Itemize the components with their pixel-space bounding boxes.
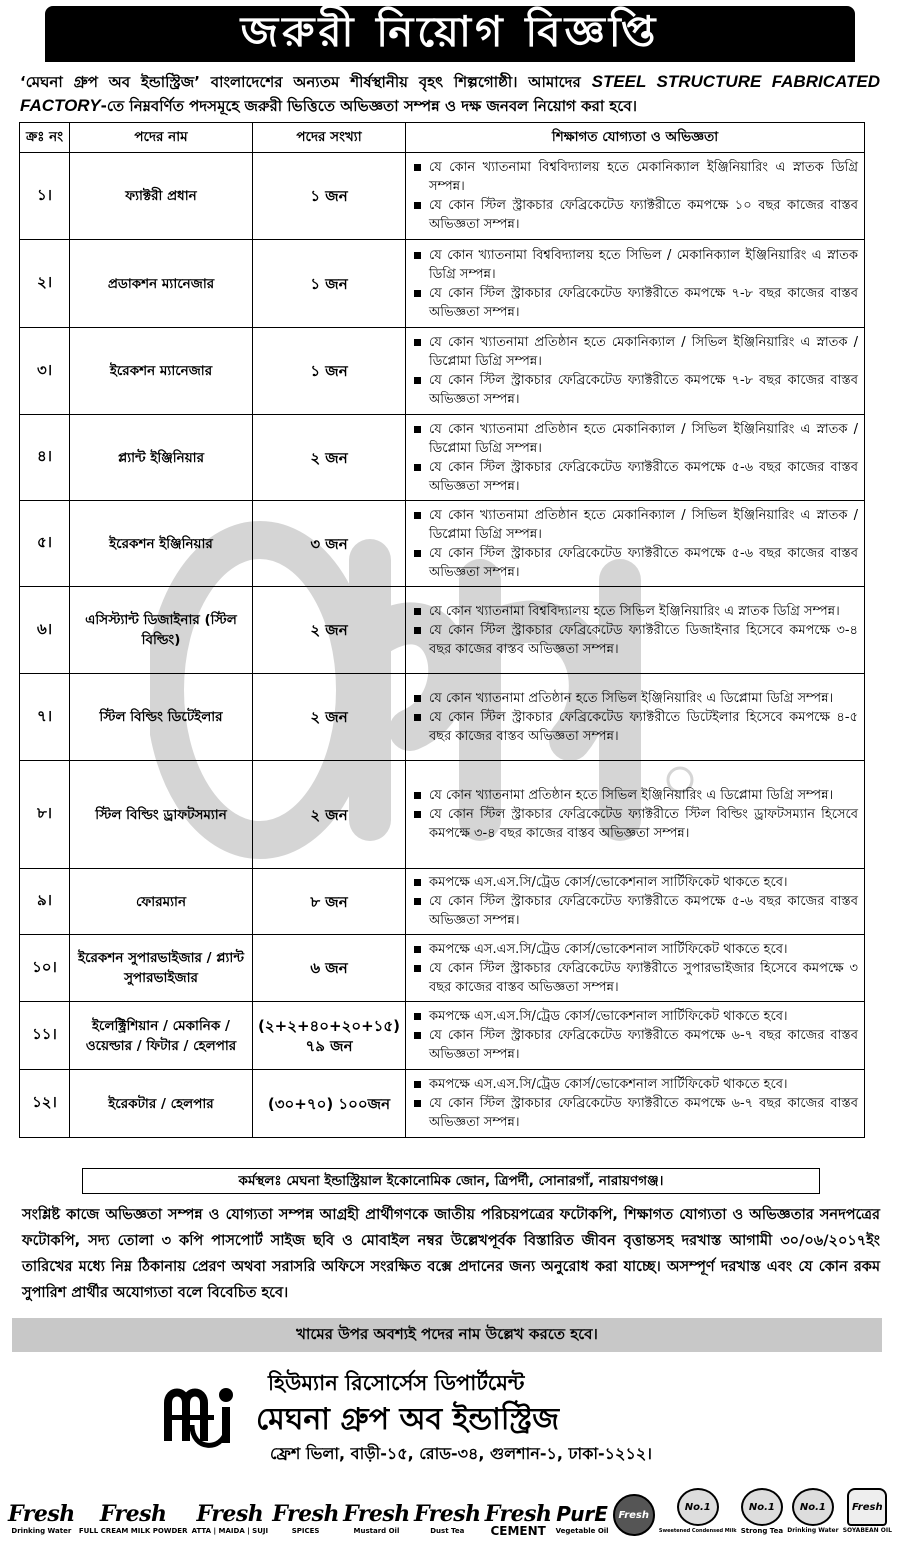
- requirement-education: যে কোন খ্যাতনামা বিশ্ববিদ্যালয় হতে সিভিল ইঞ্জিনিয়ারিং এ স্নাতক ডিগ্রি সম্পন্ন।: [429, 603, 840, 619]
- row-serial: ৫।: [20, 501, 70, 587]
- row-count: ১ জন: [253, 153, 406, 240]
- bullet-icon: [414, 164, 421, 171]
- brand-name: Fresh: [99, 1501, 167, 1527]
- row-requirements: [406, 761, 865, 869]
- bullet-icon: [414, 898, 421, 905]
- row-post: ইরেকশন ইঞ্জিনিয়ার: [70, 501, 253, 587]
- requirement-experience: যে কোন স্টিল স্ট্রাকচার ফেব্রিকেটেড ফ্যাক্টরীতে ডিটেইলার হিসেবে কমপক্ষে ৪-৫ বছর কাজের বাস্তব অভিজ্ঞতা সম্পন্ন।: [429, 709, 858, 744]
- row-post: স্টিল বিল্ডিং ডিটেইলার: [70, 674, 253, 761]
- bullet-icon: [414, 695, 421, 702]
- row-serial: ৮।: [20, 761, 70, 869]
- brand-logo-strip: [8, 1484, 892, 1536]
- row-serial: ২।: [20, 240, 70, 328]
- row-count: ২ জন: [253, 415, 406, 501]
- header-post: পদের নাম: [70, 123, 253, 153]
- bullet-icon: [414, 792, 421, 799]
- brand-name: Fresh: [852, 1501, 883, 1513]
- table-row: [20, 153, 865, 240]
- row-requirements: [406, 674, 865, 761]
- requirement-education: যে কোন খ্যাতনামা বিশ্ববিদ্যালয় হতে মেকানিক্যাল ইঞ্জিনিয়ারিং এ স্নাতক ডিগ্রি সম্পন্ন।: [429, 160, 858, 194]
- brand-product: Drinking Water: [11, 1527, 72, 1535]
- brand-logo: [843, 1488, 892, 1536]
- header-serial: ক্রঃ নং: [20, 123, 70, 153]
- brand-name: Fresh: [8, 1501, 75, 1527]
- bullet-icon: [414, 252, 421, 259]
- row-serial: ১১।: [20, 1002, 70, 1070]
- table-row: [20, 587, 865, 674]
- brand-name: Fresh: [343, 1501, 410, 1527]
- row-post: স্টিল বিল্ডিং ড্রাফটসম্যান: [70, 761, 253, 869]
- requirement-education: যে কোন খ্যাতনামা প্রতিষ্ঠান হতে সিভিল ইঞ্জিনিয়ারিং এ ডিপ্লোমা ডিগ্রি সম্পন্ন।: [429, 788, 834, 803]
- brand-logo: [485, 1488, 552, 1536]
- row-requirements: [406, 869, 865, 935]
- row-count: ৮ জন: [253, 869, 406, 935]
- brand-product: Vegetable Oil: [555, 1527, 609, 1535]
- envelope-note: [12, 1318, 882, 1352]
- bullet-icon: [414, 1013, 421, 1020]
- bullet-icon: [414, 1081, 421, 1088]
- table-row: [20, 501, 865, 587]
- intro-part-1: ‘মেঘনা গ্রুপ অব ইন্ডাস্ট্রিজ’ বাংলাদেশের অন্যতম শীর্ষস্থানীয় বৃহৎ শিল্পগোষ্ঠী। আমাদের: [20, 73, 592, 91]
- hr-department: হিউম্যান রিসোর্সেস ডিপার্টমেন্ট: [268, 1371, 525, 1395]
- requirement-education: যে কোন খ্যাতনামা প্রতিষ্ঠান হতে মেকানিক্যাল / সিভিল ইঞ্জিনিয়ারিং এ স্নাতক / ডিপ্লোমা ডিগ্রি সম্পন্ন।: [429, 507, 858, 542]
- bullet-icon: [414, 1032, 421, 1039]
- bullet-icon: [414, 608, 421, 615]
- brand-product: Strong Tea: [740, 1527, 784, 1535]
- table-row: [20, 869, 865, 935]
- row-post: ইরেকটার / হেলপার: [70, 1070, 253, 1138]
- row-post: ফোরম্যান: [70, 869, 253, 935]
- table-row: [20, 240, 865, 328]
- bullet-icon: [414, 426, 421, 433]
- row-requirements: [406, 153, 865, 240]
- brand-product: CEMENT: [490, 1524, 546, 1538]
- brand-badge-icon: Fresh: [613, 1494, 655, 1536]
- row-count: ২ জন: [253, 674, 406, 761]
- row-serial: ৭।: [20, 674, 70, 761]
- header-count: পদের সংখ্যা: [253, 123, 406, 153]
- requirement-education: কমপক্ষে এস.এস.সি/ট্রেড কোর্স/ভোকেশনাল সার্টিফিকেট থাকতে হবে।: [429, 1009, 788, 1024]
- brand-logo: [414, 1488, 481, 1536]
- requirement-education: কমপক্ষে এস.এস.সি/ট্রেড কোর্স/ভোকেশনাল সার্টিফিকেট থাকতে হবে।: [429, 1077, 788, 1092]
- bullet-icon: [414, 550, 421, 557]
- bullet-icon: [414, 879, 421, 886]
- brand-product: SPICES: [291, 1527, 320, 1535]
- brand-logo: [79, 1488, 188, 1536]
- row-count: ২ জন: [253, 761, 406, 869]
- brand-logo: [613, 1488, 655, 1536]
- brand-logo: [272, 1488, 339, 1536]
- requirement-education: যে কোন খ্যাতনামা প্রতিষ্ঠান হতে সিভিল ইঞ্জিনিয়ারিং এ ডিপ্লোমা ডিগ্রি সম্পন্ন।: [429, 690, 834, 706]
- brand-logo: [741, 1488, 783, 1536]
- job-table: [19, 122, 865, 1138]
- bullet-icon: [414, 512, 421, 519]
- row-serial: ৯।: [20, 869, 70, 935]
- brand-logo: [659, 1488, 737, 1536]
- row-post: এসিস্ট্যান্ট ডিজাইনার (স্টিল বিল্ডিং): [70, 587, 253, 674]
- brand-logo: [343, 1488, 410, 1536]
- requirement-experience: যে কোন স্টিল স্ট্রাকচার ফেব্রিকেটেড ফ্যাক্টরীতে কমপক্ষে ৫-৬ বছর কাজের বাস্তব অভিজ্ঞতা সম্পন্ন।: [429, 545, 858, 580]
- table-row: [20, 1002, 865, 1070]
- requirement-education: কমপক্ষে এস.এস.সি/ট্রেড কোর্স/ভোকেশনাল সার্টিফিকেট থাকতে হবে।: [429, 875, 788, 890]
- row-requirements: [406, 328, 865, 415]
- bullet-icon: [414, 714, 421, 721]
- row-post: প্ল্যান্ট ইঞ্জিনিয়ার: [70, 415, 253, 501]
- row-requirements: [406, 240, 865, 328]
- row-count: ১ জন: [253, 240, 406, 328]
- row-post: ইরেকশন সুপারভাইজার / প্ল্যান্ট সুপারভাইজার: [70, 935, 253, 1002]
- row-count: ১ জন: [253, 328, 406, 415]
- row-count: (২+২+৪০+২০+১৫) ৭৯ জন: [253, 1002, 406, 1070]
- row-requirements: [406, 587, 865, 674]
- brand-name: Fresh: [413, 1501, 481, 1527]
- table-row: [20, 328, 865, 415]
- workplace-box: [82, 1168, 820, 1194]
- company-address: ফ্রেশ ভিলা, বাড়ী-১৫, রোড-৩৪, গুলশান-১, ঢাকা-১২১২।: [270, 1444, 652, 1463]
- requirement-experience: যে কোন স্টিল স্ট্রাকচার ফেব্রিকেটেড ফ্যাক্টরীতে ডিজাইনার হিসেবে কমপক্ষে ৩-৪ বছর কাজের বাস্তব অভিজ্ঞতা সম্পন্ন।: [429, 622, 858, 657]
- row-serial: ৪।: [20, 415, 70, 501]
- requirement-experience: যে কোন স্টিল স্ট্রাকচার ফেব্রিকেটেড ফ্যাক্টরীতে কমপক্ষে ৬-৭ বছর কাজের বাস্তব অভিজ্ঞতা সম্পন্ন।: [429, 1028, 858, 1062]
- row-post: ইরেকশন ম্যানেজার: [70, 328, 253, 415]
- company-name: মেঘনা গ্রুপ অব ইন্ডাস্ট্রিজ: [256, 1402, 560, 1437]
- brand-badge-icon: No.1: [677, 1488, 719, 1526]
- requirement-education: যে কোন খ্যাতনামা বিশ্ববিদ্যালয় হতে সিভিল / মেকানিক্যাল ইঞ্জিনিয়ারিং এ স্নাতক ডিগ্রি সম্পন্ন।: [429, 247, 858, 282]
- requirement-education: যে কোন খ্যাতনামা প্রতিষ্ঠান হতে মেকানিক্যাল / সিভিল ইঞ্জিনিয়ারিং এ স্নাতক / ডিপ্লোমা ডিগ্রি সম্পন্ন।: [429, 421, 858, 456]
- row-count: ৩ জন: [253, 501, 406, 587]
- page-title: জরুরী নিয়োগ বিজ্ঞপ্তি: [240, 6, 660, 56]
- row-requirements: [406, 1002, 865, 1070]
- requirement-experience: যে কোন স্টিল স্ট্রাকচার ফেব্রিকেটেড ফ্যাক্টরীতে কমপক্ষে ৫-৬ বছর কাজের বাস্তব অভিজ্ঞতা সম্পন্ন।: [429, 459, 858, 494]
- bullet-icon: [414, 946, 421, 953]
- row-requirements: [406, 935, 865, 1002]
- requirement-experience: যে কোন স্টিল স্ট্রাকচার ফেব্রিকেটেড ফ্যাক্টরীতে কমপক্ষে ৭-৮ বছর কাজের বাস্তব অভিজ্ঞতা সম্পন্ন।: [429, 285, 858, 320]
- brand-badge-icon: No.1: [792, 1488, 834, 1526]
- bullet-icon: [414, 627, 421, 634]
- table-row: [20, 1070, 865, 1138]
- brand-product: Dust Tea: [430, 1527, 465, 1535]
- brand-product: SOYABEAN OIL: [842, 1527, 892, 1534]
- bottle-icon: [847, 1488, 887, 1526]
- requirement-experience: যে কোন স্টিল স্ট্রাকচার ফেব্রিকেটেড ফ্যাক্টরীতে কমপক্ষে ১০ বছর কাজের বাস্তব অভিজ্ঞতা সম্পন্ন।: [429, 198, 858, 232]
- brand-name: Fresh: [272, 1501, 339, 1527]
- application-instructions: সংশ্লিষ্ট কাজে অভিজ্ঞতা সম্পন্ন ও যোগ্যতা সম্পন্ন আগ্রহী প্রার্থীগণকে জাতীয় পরিচয়পত্রের ফটোকপি, শিক্ষাগত যোগ্যতা ও অভিজ্ঞতার সনদপত্রের ফটোকপি, সদ্য তোলা ৩ কপি পাসপোর্ট সাইজ ছবি ও মোবাইল নম্বর উল্লেখপূর্বক বিস্তারিত জীবন বৃত্তান্তসহ দরখাস্ত আগামী ৩০/০৬/২০১৭ইং তারিখের মধ্যে নিম্ন ঠিকানায় প্রেরণ অথবা সরাসরি অফিসে সংরক্ষিত বক্সে প্রদানের জন্য অনুরোধ করা যাচ্ছে। অসম্পূর্ণ দরখাস্ত এবং যে কোন রকম সুপারিশ প্রার্থীর অযোগ্যতা বলে বিবেচিত হবে।: [22, 1207, 880, 1301]
- bullet-icon: [414, 339, 421, 346]
- brand-logo: [192, 1488, 268, 1536]
- table-row: [20, 674, 865, 761]
- requirement-experience: যে কোন স্টিল স্ট্রাকচার ফেব্রিকেটেড ফ্যাক্টরীতে স্টিল বিল্ডিং ড্রাফটসম্যান হিসেবে কমপক্ষে ৩-৪ বছর কাজের বাস্তব অভিজ্ঞতা সম্পন্ন।: [429, 807, 858, 841]
- brand-product: ATTA | MAIDA | SUJI: [191, 1527, 269, 1535]
- row-count: (৩০+৭০) ১০০জন: [253, 1070, 406, 1138]
- brand-name: Fresh: [484, 1501, 552, 1527]
- hr-contact-block: [160, 1367, 760, 1472]
- intro-part-2: -তে নিম্নবর্ণিত পদসমূহে জরুরী ভিত্তিতে অভিজ্ঞতা সম্পন্ন ও দক্ষ জনবল নিয়োগ করা হবে।: [100, 97, 638, 115]
- brand-name: Fresh: [196, 1501, 264, 1527]
- table-row: [20, 761, 865, 869]
- row-count: ২ জন: [253, 587, 406, 674]
- bullet-icon: [414, 290, 421, 297]
- brand-badge-icon: No.1: [741, 1488, 783, 1526]
- brand-product: Drinking Water: [787, 1527, 839, 1534]
- bullet-icon: [414, 811, 421, 818]
- brand-product: FULL CREAM MILK POWDER: [78, 1527, 188, 1535]
- envelope-note-text: খামের উপর অবশ্যই পদের নাম উল্লেখ করতে হবে।: [296, 1324, 598, 1343]
- bullet-icon: [414, 464, 421, 471]
- requirement-education: যে কোন খ্যাতনামা প্রতিষ্ঠান হতে মেকানিক্যাল / সিভিল ইঞ্জিনিয়ারিং এ স্নাতক / ডিপ্লোমা ডিগ্রি সম্পন্ন।: [429, 335, 858, 369]
- row-serial: ৬।: [20, 587, 70, 674]
- brand-logo: [8, 1488, 75, 1536]
- bullet-icon: [414, 202, 421, 209]
- requirement-experience: যে কোন স্টিল স্ট্রাকচার ফেব্রিকেটেড ফ্যাক্টরীতে সুপারভাইজার হিসেবে কমপক্ষে ৩ বছর কাজের বাস্তব অভিজ্ঞতা সম্পন্ন।: [429, 960, 858, 995]
- row-requirements: [406, 501, 865, 587]
- table-row: [20, 415, 865, 501]
- bullet-icon: [414, 1100, 421, 1107]
- brand-product: Mustard Oil: [353, 1527, 400, 1535]
- requirement-education: কমপক্ষে এস.এস.সি/ট্রেড কোর্স/ভোকেশনাল সার্টিফিকেট থাকতে হবে।: [429, 941, 788, 957]
- row-serial: ১২।: [20, 1070, 70, 1138]
- row-requirements: [406, 1070, 865, 1138]
- table-row: [20, 935, 865, 1002]
- brand-logo: [787, 1488, 838, 1536]
- row-post: ইলেক্ট্রিশিয়ান / মেকানিক / ওয়েল্ডার / ফিটার / হেলপার: [70, 1002, 253, 1070]
- requirement-experience: যে কোন স্টিল স্ট্রাকচার ফেব্রিকেটেড ফ্যাক্টরীতে কমপক্ষে ৫-৬ বছর কাজের বাস্তব অভিজ্ঞতা সম্পন্ন।: [429, 894, 858, 928]
- row-post: ফ্যাক্টরী প্রধান: [70, 153, 253, 240]
- title-banner: [45, 6, 855, 62]
- workplace-text: কর্মস্থলঃ মেঘনা ইন্ডাস্ট্রিয়াল ইকোনোমিক জোন, ত্রিপর্দী, সোনারগাঁ, নারায়ণগঞ্জ।: [238, 1172, 664, 1189]
- brand-name: PurE: [556, 1502, 608, 1526]
- row-post: প্রডাকশন ম্যানেজার: [70, 240, 253, 328]
- bullet-icon: [414, 377, 421, 384]
- intro-paragraph: [20, 70, 880, 118]
- requirement-experience: যে কোন স্টিল স্ট্রাকচার ফেব্রিকেটেড ফ্যাক্টরীতে কমপক্ষে ৭-৮ বছর কাজের বাস্তব অভিজ্ঞতা সম্পন্ন।: [429, 373, 858, 407]
- row-serial: ১।: [20, 153, 70, 240]
- row-serial: ১০।: [20, 935, 70, 1002]
- meghna-logo-icon: [164, 1381, 250, 1451]
- bullet-icon: [414, 965, 421, 972]
- factory-name-en: STEEL STRUCTURE FABRICATED FACTORY: [20, 72, 880, 115]
- row-requirements: [406, 415, 865, 501]
- requirement-experience: যে কোন স্টিল স্ট্রাকচার ফেব্রিকেটেড ফ্যাক্টরীতে কমপক্ষে ৬-৭ বছর কাজের বাস্তব অভিজ্ঞতা সম্পন্ন।: [429, 1096, 858, 1130]
- brand-logo: [556, 1488, 609, 1536]
- row-count: ৬ জন: [253, 935, 406, 1002]
- table-header-row: [20, 123, 865, 153]
- header-requirements: শিক্ষাগত যোগ্যতা ও অভিজ্ঞতা: [406, 123, 865, 153]
- row-serial: ৩।: [20, 328, 70, 415]
- brand-product: Sweetened Condensed Milk: [658, 1528, 737, 1534]
